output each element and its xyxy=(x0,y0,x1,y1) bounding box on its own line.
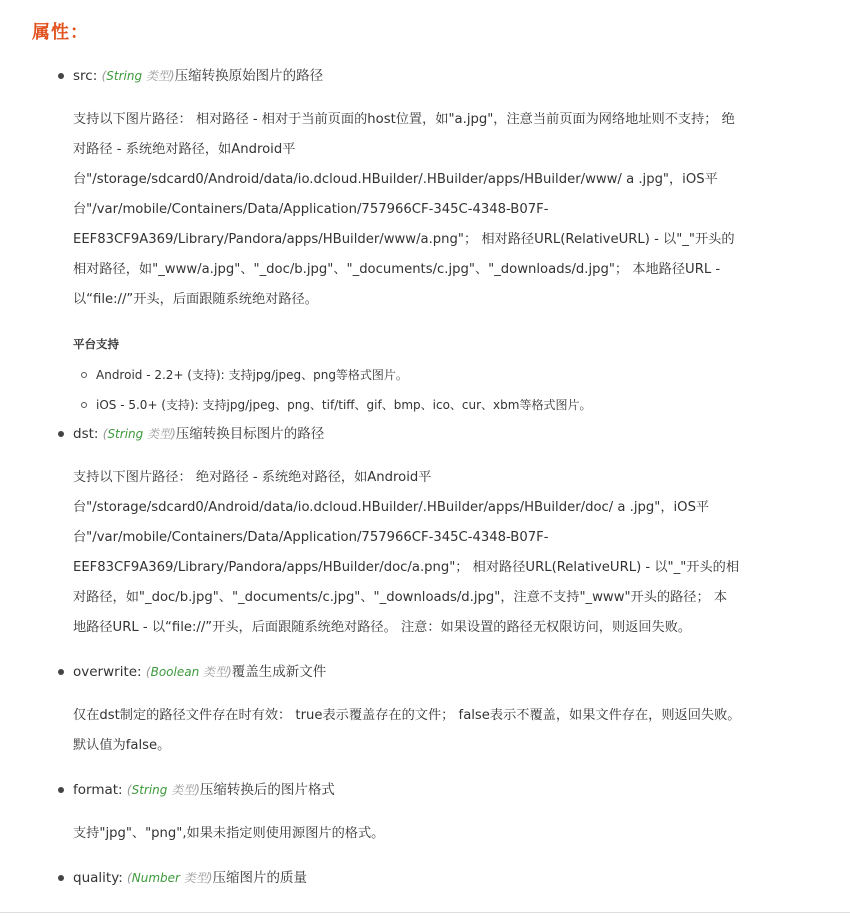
property-type: (String 类型) xyxy=(126,783,200,797)
property-summary: 压缩图片的质量 xyxy=(212,870,307,886)
property-name: quality: xyxy=(73,870,123,886)
property-header xyxy=(73,780,335,800)
description-line: EEF83CF9A369/Library/Pandora/apps/HBuilder/www/a.png"； 相对路径URL(RelativeURL) - 以"_"开头的 xyxy=(73,232,735,247)
bullet-icon xyxy=(58,431,64,437)
property-header xyxy=(73,424,324,444)
platform-item-text: iOS - 5.0+ (支持): 支持jpg/jpeg、png、tif/tiff、gif、bmp、ico、cur、xbm等格式图片。 xyxy=(96,398,592,412)
description-line: 以“file://”开头，后面跟随系统绝对路径。 xyxy=(73,292,318,307)
description-line: 台"/var/mobile/Containers/Data/Application/757966CF-345C-4348-B07F- xyxy=(73,530,549,545)
property-type: (Boolean 类型) xyxy=(145,665,232,679)
type-name: String xyxy=(107,427,144,441)
property-description xyxy=(73,463,791,643)
property-summary: 压缩转换后的图片格式 xyxy=(199,782,335,798)
property-header xyxy=(73,66,323,86)
type-name: Number xyxy=(131,871,180,885)
description-line: 支持"jpg"、"png",如果未指定则使用源图片的格式。 xyxy=(73,826,385,841)
type-name: Boolean xyxy=(150,665,200,679)
description-line: 台"/storage/sdcard0/Android/data/io.dcloud.HBuilder/.HBuilder/apps/HBuilder/doc/ a .jpg"，iOS平 xyxy=(73,500,710,515)
type-name: String xyxy=(106,69,143,83)
platform-support-heading: 平台支持 xyxy=(73,337,119,351)
bullet-icon xyxy=(58,73,64,79)
platform-item-text: Android - 2.2+ (支持): 支持jpg/jpeg、png等格式图片。 xyxy=(96,368,408,382)
property-type: (String 类型) xyxy=(102,427,176,441)
description-line: EEF83CF9A369/Library/Pandora/apps/HBuilder/doc/a.png"； 相对路径URL(RelativeURL) - 以"_"开头的相 xyxy=(73,560,740,575)
divider xyxy=(0,912,850,913)
property-type: (Number 类型) xyxy=(127,871,213,885)
property-type: (String 类型) xyxy=(101,69,175,83)
description-line: 台"/storage/sdcard0/Android/data/io.dcloud.HBuilder/.HBuilder/apps/HBuilder/www/ a .jpg"，iOS平 xyxy=(73,172,718,187)
circle-bullet-icon xyxy=(81,372,87,378)
bullet-icon xyxy=(58,787,64,793)
property-summary: 压缩转换原始图片的路径 xyxy=(174,68,324,84)
description-line: 支持以下图片路径： 绝对路径 - 系统绝对路径，如Android平 xyxy=(73,470,432,485)
description-line: 支持以下图片路径： 相对路径 - 相对于当前页面的host位置，如"a.jpg"，注意当前页面为网络地址则不支持； 绝 xyxy=(73,112,735,127)
description-line: 地路径URL - 以“file://”开头，后面跟随系统绝对路径。 注意：如果设置的路径无权限访问，则返回失败。 xyxy=(73,620,692,635)
description-line: 台"/var/mobile/Containers/Data/Application/757966CF-345C-4348-B07F- xyxy=(73,202,549,217)
description-line: 对路径 - 系统绝对路径，如Android平 xyxy=(73,142,296,157)
property-name: src: xyxy=(73,68,98,84)
property-name: dst: xyxy=(73,426,99,442)
circle-bullet-icon xyxy=(81,402,87,408)
property-header xyxy=(73,868,307,888)
bullet-icon xyxy=(58,669,64,675)
property-description xyxy=(73,701,791,761)
property-summary: 覆盖生成新文件 xyxy=(231,664,327,680)
property-description xyxy=(73,105,791,315)
property-summary: 压缩转换目标图片的路径 xyxy=(175,426,325,442)
property-header xyxy=(73,662,326,682)
property-description xyxy=(73,819,791,849)
description-line: 仅在dst制定的路径文件存在时有效： true表示覆盖存在的文件； false表示不覆盖，如果文件存在，则返回失败。 xyxy=(73,708,741,723)
property-name: format: xyxy=(73,782,123,798)
description-line: 对路径，如"_doc/b.jpg"、"_documents/c.jpg"、"_downloads/d.jpg"，注意不支持"_www"开头的路径； 本 xyxy=(73,590,728,605)
description-line: 相对路径，如"_www/a.jpg"、"_doc/b.jpg"、"_documents/c.jpg"、"_downloads/d.jpg"； 本地路径URL - xyxy=(73,262,721,277)
property-name: overwrite: xyxy=(73,664,142,680)
bullet-icon xyxy=(58,875,64,881)
description-line: 默认值为false。 xyxy=(73,738,171,753)
section-title: 属性： xyxy=(32,22,89,43)
type-name: String xyxy=(131,783,168,797)
